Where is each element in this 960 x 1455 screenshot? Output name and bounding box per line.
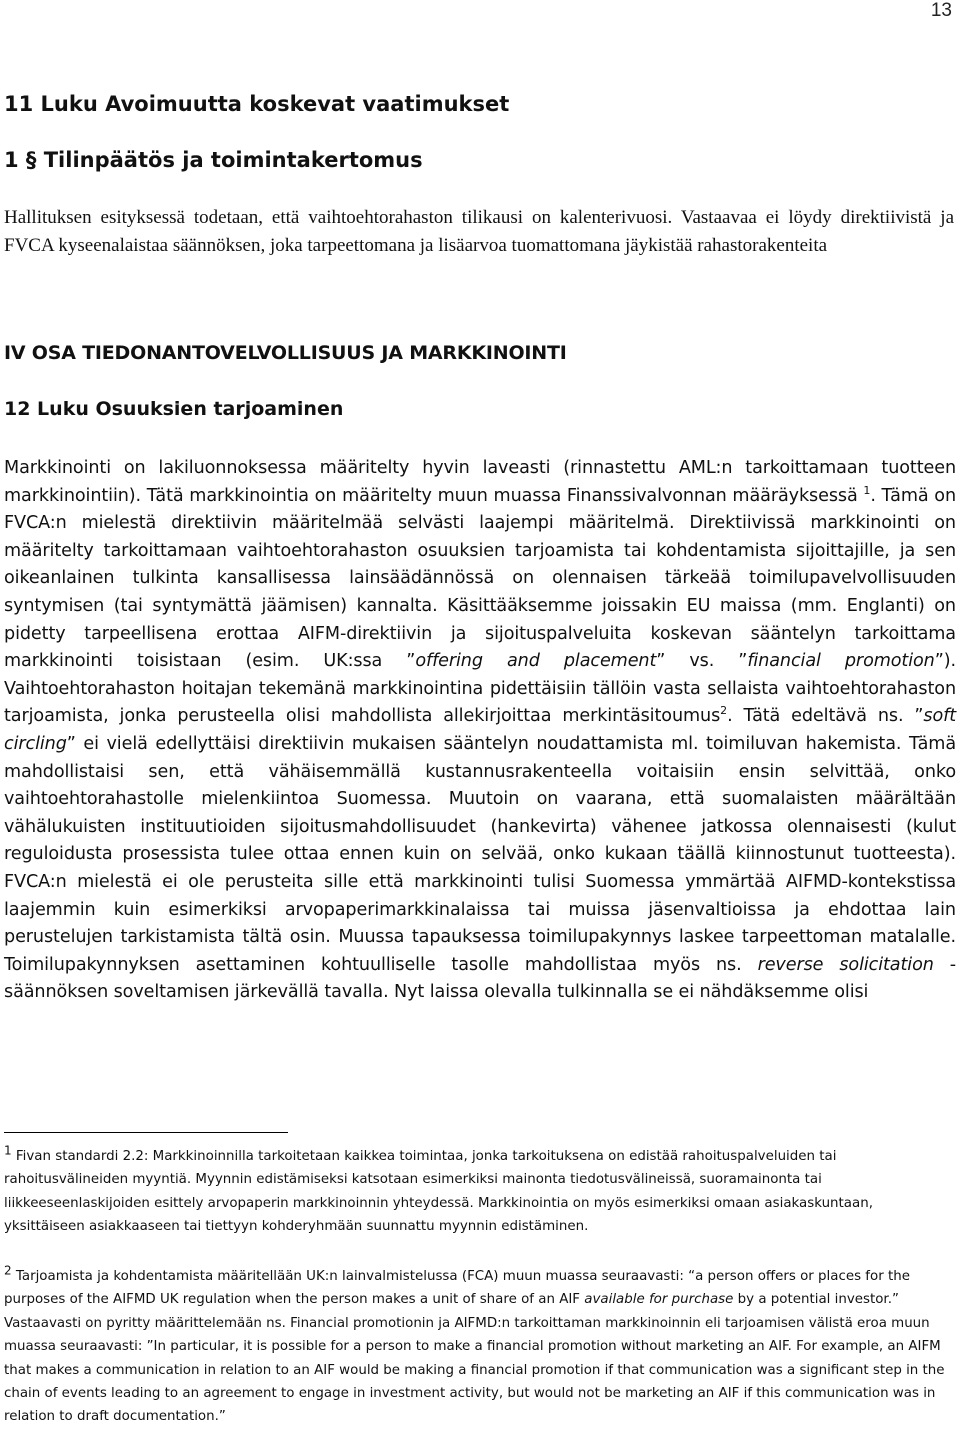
paragraph-text: ” vs. ” — [656, 651, 748, 672]
footnote-text: by a potential investor.” Vastaavasti on pyritty määrittelemään ns. Financial promotionin ja AIFMD:n tarkoittaman markkinoinnin eli tarjoamisen välistä eroa muun muassa seuraavasti: ”In particular, it is possible for a person to make a financial promotion without marketing an AIF. For example, an AIFM that makes a communication in relation to an AIF would be making a financial promotion if that communication was a significant step in the chain of events leading to an agreement to engage in investment activity, but would not be marketing an AIF if this communication was in relation to draft documentation.” — [4, 1292, 945, 1425]
footnote-ref-1[interactable]: 1 — [863, 483, 871, 497]
emphasis-term: available for purchase — [584, 1292, 734, 1308]
paragraph-text: Markkinointi on lakiluonnoksessa määritelty hyvin laveasti (rinnastettu AML:n tarkoittamaan tuotteen markkinointiin). Tätä markkinointia on määritelty muun muassa Finanssivalvonnan määräyksessä — [4, 458, 956, 506]
chapter-11-heading: 11 Luku Avoimuutta koskevat vaatimukset — [4, 92, 510, 116]
emphasis-term: offering and placement — [415, 651, 657, 672]
paragraph-text: ”). Vaihtoehtorahaston hoitajan tekemänä markkinointina pidettäisiin tällöin vasta sellaista vaihtoehtorahaston tarjoamista, jonka perusteella olisi mahdollista allekirjoittaa merkintäsitoumus — [4, 651, 957, 727]
emphasis-term: reverse solicitation — [757, 954, 934, 975]
page-number: 13 — [930, 0, 952, 21]
footnote-marker: 1 — [4, 1143, 12, 1158]
chapter-12-heading: 12 Luku Osuuksien tarjoaminen — [4, 398, 344, 420]
footnote-2 — [4, 1265, 956, 1429]
part-iv-heading: IV OSA TIEDONANTOVELVOLLISUUS JA MARKKINOINTI — [4, 342, 567, 364]
emphasis-term: financial promotion — [747, 651, 935, 672]
paragraph-text: ” ei vielä edellyttäisi direktiivin mukaisen sääntelyn noudattamista ml. toimiluvan hakemista. Tämä mahdollistaisi sen, että vähäisemmällä kustannusrakenteella voitaisiin ensin selvittää, onko vaihtoehtorahastolle mielenkiintoa Suomessa. Muutoin on vaarana, että suomalaisten määrältään vähälukuisten instituutioiden sijoitusmahdollisuudet (hankevirta) vähenee jatkossa olennaisesti (kulut reguloidusta prosessista tulee ottaa ennen kuin on selvää, onko kukaan täällä kiinnostunut tuotteesta). FVCA:n mielestä ei ole perusteita sille että markkinointi tulisi Suomessa ymmärtää AIFMD-kontekstissa laajemmin kuin esimerkiksi arvopaperimarkkinalaissa tai muissa jäsenvaltioissa ja ehdottaa lain perustelujen tarkistamista tältä osin. Muussa tapauksessa toimilupakynnys laskee tarpeettoman matalalle. Toimilupakynnyksen asettaminen kohtuulliselle tasolle mahdollistaa myös ns. — [4, 733, 956, 975]
section-1-heading: 1 § Tilinpäätös ja toimintakertomus — [4, 148, 423, 172]
paragraph-financial-year: Hallituksen esityksessä todetaan, että vaihtoehtorahaston tilikausi on kalenterivuosi. Vastaavaa ei löydy direktiivistä ja FVCA kyseenalaistaa säännöksen, joka tarpeettomana ja lisäarvoa tuomattomana jäykistää rahastorakenteita — [4, 207, 954, 256]
paragraph-text: . Tämä on FVCA:n mielestä direktiivin määritelmää selvästi laajempi määritelmä. Direktiivissä markkinointi on määritelty tarkoittamaan vaihtoehtorahaston osuuksien tarjoamista tai kohdentamista sijoittajille, ja sen oikeanlainen tulkinta kansallisessa lainsäädännössä on olennaisen tärkeää toimilupavelvollisuuden syntymisen (tai syntymättä jäämisen) kannalta. Käsittääksemme joissakin EU maissa (mm. Englanti) on pidetty tarpeellisena erottaa AIFM-direktiivin ja sijoituspalveluita koskevan sääntelyn tarkoittama markkinointi toisistaan (esim. UK:ssa ” — [4, 485, 956, 672]
paragraph-text: -säännöksen soveltamisen järkevällä tavalla. Nyt laissa olevalla tulkinnalla se ei nähdäksemme olisi — [4, 954, 956, 1003]
footnote-marker: 2 — [4, 1263, 12, 1278]
footnote-divider — [4, 1132, 288, 1133]
paragraph-marketing — [4, 455, 956, 1007]
emphasis-term: soft circling — [4, 706, 956, 754]
footnote-text: Tarjoamista ja kohdentamista määritellään UK:n lainvalmistelussa (FCA) muun muassa seuraavasti: “a person offers or places for the purposes of the AIFMD UK regulation when the person makes a unit of share of an AIF — [4, 1269, 910, 1308]
footnote-text: Fivan standardi 2.2: Markkinoinnilla tarkoitetaan kaikkea toimintaa, jonka tarkoituksena on edistää rahoituspalveluiden tai rahoitusvälineiden myyntiä. Myynnin edistämiseksi katsotaan esimerkiksi mainonta tiedotusvälineissä, suoramainonta tai liikkeeseenlaskijoiden esittely arvopaperin markkinoinnin yhteydessä. Markkinointia on myös esimerkiksi omaan asiakaskuntaan, yksittäiseen asiakkaaseen tai tiettyyn kohderyhmään suunnattu myynnin edistäminen. — [4, 1149, 873, 1235]
footnote-1 — [4, 1145, 956, 1239]
footnote-ref-2[interactable]: 2 — [720, 704, 728, 718]
paragraph-text: . Tätä edeltävä ns. ” — [727, 706, 924, 727]
